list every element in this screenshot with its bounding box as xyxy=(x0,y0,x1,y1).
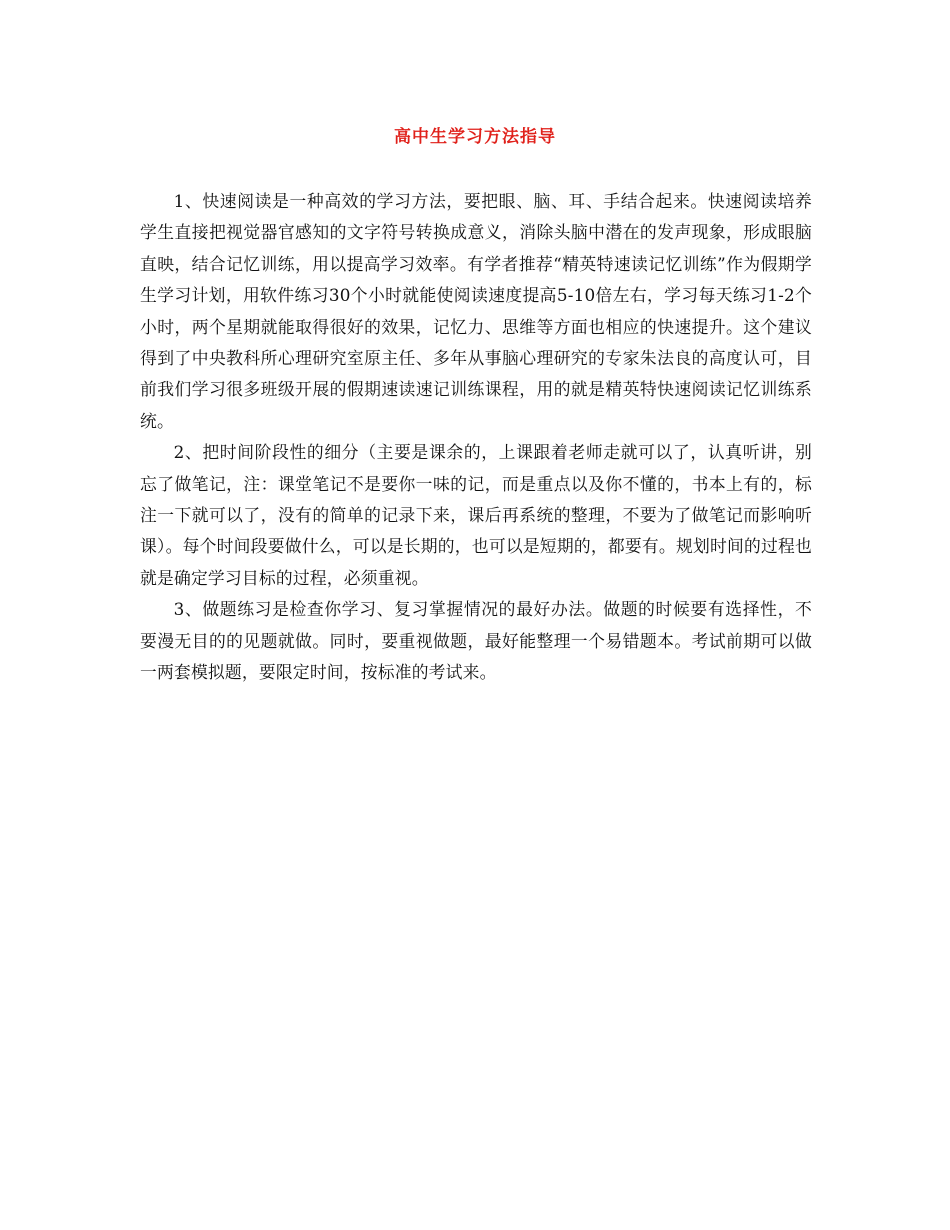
paragraph-fast-reading: 1、快速阅读是一种高效的学习方法，要把眼、脑、耳、手结合起来。快速阅读培养学生直接把视觉器官感知的文字符号转换成意义，消除头脑中潜在的发声现象，形成眼脑直映，结合记忆训练，用以提高学习效率。有学者推荐“精英特速读记忆训练”作为假期学生学习计划，用软件练习30个小时就能使阅读速度提高5-10倍左右，学习每天练习1-2个小时，两个星期就能取得很好的效果，记忆力、思维等方面也相应的快速提升。这个建议得到了中央教科所心理研究室原主任、多年从事脑心理研究的专家朱法良的高度认可，目前我们学习很多班级开展的假期速读速记训练课程，用的就是精英特快速阅读记忆训练系统。 xyxy=(140,191,812,431)
document-title: 高中生学习方法指导 xyxy=(394,127,556,147)
paragraph-practice-exercises: 3、做题练习是检查你学习、复习掌握情况的最好办法。做题的时候要有选择性，不要漫无目的的见题就做。同时，要重视做题，最好能整理一个易错题本。考试前期可以做一两套模拟题，要限定时间，按标准的考试来。 xyxy=(140,599,812,683)
paragraph-time-planning: 2、把时间阶段性的细分（主要是课余的，上课跟着老师走就可以了，认真听讲，别忘了做笔记，注：课堂笔记不是要你一味的记，而是重点以及你不懂的，书本上有的，标注一下就可以了，没有的简单的记录下来，课后再系统的整理，不要为了做笔记而影响听课）。每个时间段要做什么，可以是长期的，也可以是短期的，都要有。规划时间的过程也就是确定学习目标的过程，必须重视。 xyxy=(140,442,812,588)
document-body xyxy=(140,186,812,689)
